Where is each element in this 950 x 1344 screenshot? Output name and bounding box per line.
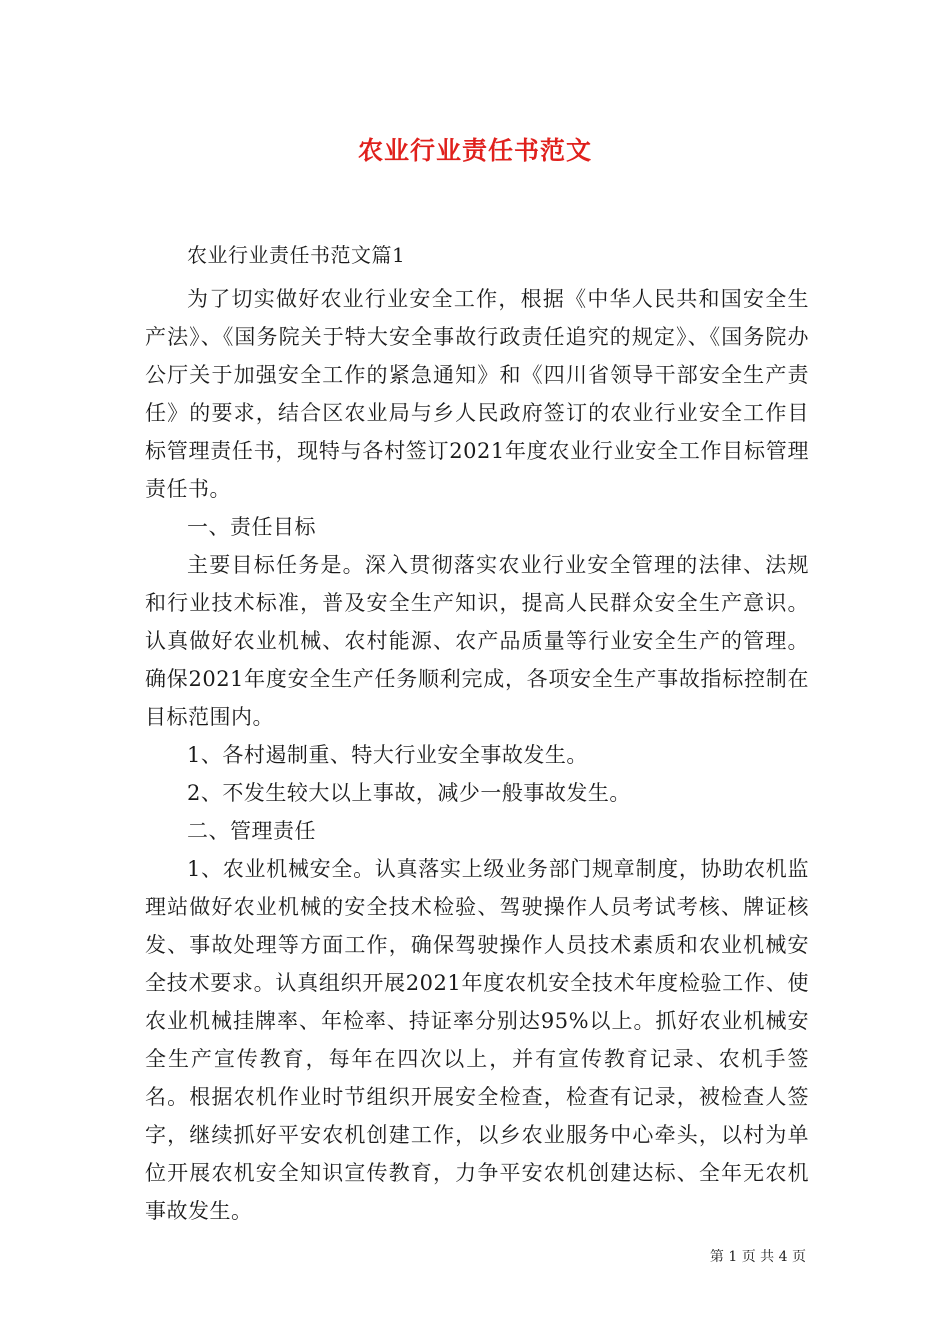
page-number-footer: 第 1 页 共 4 页 — [709, 1249, 806, 1265]
section-subtitle: 农业行业责任书范文篇1 — [187, 243, 406, 267]
heading-management-responsibility: 二、管理责任 — [187, 819, 316, 843]
paragraph-intro: 为了切实做好农业行业安全工作，根据《中华人民共和国安全生产法》、《国务院关于特大安全事故行政责任追究的规定》、《国务院办公厅关于加强安全工作的紧急通知》和《四川省领导干部安全生产责任》的要求，结合区农业局与乡人民政府签订的农业行业安全工作目标管理责任书，现特与各村签订2021年度农业行业安全工作目标管理责任书。 — [145, 287, 809, 501]
paragraph-machinery-safety: 1、农业机械安全。认真落实上级业务部门规章制度，协助农机监理站做好农业机械的安全技术检验、驾驶操作人员考试考核、牌证核发、事故处理等方面工作，确保驾驶操作人员技术素质和农业机械安全技术要求。认真组织开展2021年度农机安全技术年度检验工作、使农业机械挂牌率、年检率、持证率分别达95%以上。抓好农业机械安全生产宣传教育，每年在四次以上，并有宣传教育记录、农机手签名。根据农机作业时节组织开展安全检查，检查有记录，被检查人签字，继续抓好平安农机创建工作，以乡农业服务中心牵头，以村为单位开展农机安全知识宣传教育，力争平安农机创建达标、全年无农机事故发生。 — [145, 857, 809, 1223]
document-title: 农业行业责任书范文 — [357, 136, 592, 165]
heading-responsibility-goals: 一、责任目标 — [187, 515, 316, 539]
paragraph-main-goals: 主要目标任务是。深入贯彻落实农业行业安全管理的法律、法规和行业技术标准，普及安全生产知识，提高人民群众安全生产意识。认真做好农业机械、农村能源、农产品质量等行业安全生产的管理。确保2021年度安全生产任务顺利完成，各项安全生产事故指标控制在目标范围内。 — [145, 553, 809, 729]
list-item-goal-1: 1、各村遏制重、特大行业安全事故发生。 — [187, 743, 588, 767]
list-item-goal-2: 2、不发生较大以上事故，减少一般事故发生。 — [187, 781, 631, 805]
document-body — [145, 236, 809, 1230]
